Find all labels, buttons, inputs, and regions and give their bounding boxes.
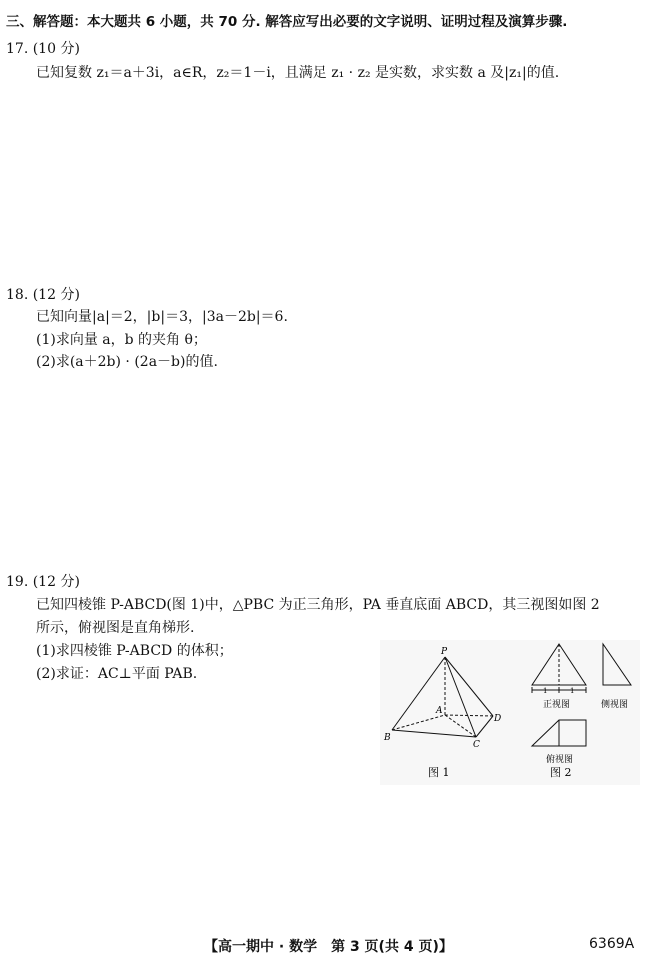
front-view-label: 正视图 [543,700,571,710]
label-B: B [384,733,391,743]
q19-text-line1: 已知四棱锥 P-ABCD(图 1)中，△PBC 为正三角形，PA 垂直底面 ABCD，其三视图如图 2 [36,597,600,613]
label-A: A [436,706,443,716]
q18-part2: (2)求(a＋2b) · (2a－b)的值. [36,354,218,370]
q19-heading: 19. (12 分) [6,574,80,590]
label-D: D [494,714,502,724]
figure-area [380,640,640,785]
q17-heading: 17. (10 分) [6,41,80,57]
q18-part1: (1)求向量 a，b 的夹角 θ； [36,332,207,348]
q19-part2: (2)求证：AC⊥平面 PAB. [36,666,198,682]
label-P: P [441,647,448,657]
section-header: 三、解答题：本大题共 6 小题，共 70 分. 解答应写出必要的文字说明、证明过程及演算步骤. [6,14,568,30]
label-C: C [473,740,480,750]
footer-page-info: 【高一期中 · 数学 第 3 页(共 4 页)】 [204,939,453,955]
q18-text: 已知向量|a|＝2，|b|＝3，|3a－2b|＝6. [36,309,288,325]
top-view-label: 俯视图 [546,755,574,765]
q18-heading: 18. (12 分) [6,287,80,303]
fig2-caption: 图 2 [550,766,572,779]
q19-text-line2: 所示，俯视图是直角梯形. [36,620,195,636]
side-view-label: 侧视图 [601,700,629,710]
q17-text: 已知复数 z₁＝a＋3i，a∈R，z₂＝1－i，且满足 z₁ · z₂ 是实数，求实数 a 及|z₁|的值. [36,65,560,81]
dim-label-left: 1 [543,687,548,695]
q19-part1: (1)求四棱锥 P-ABCD 的体积； [36,643,233,659]
footer-code: 6369A [589,936,635,952]
dim-label-right: 1 [570,687,575,695]
fig1-caption: 图 1 [428,766,450,779]
